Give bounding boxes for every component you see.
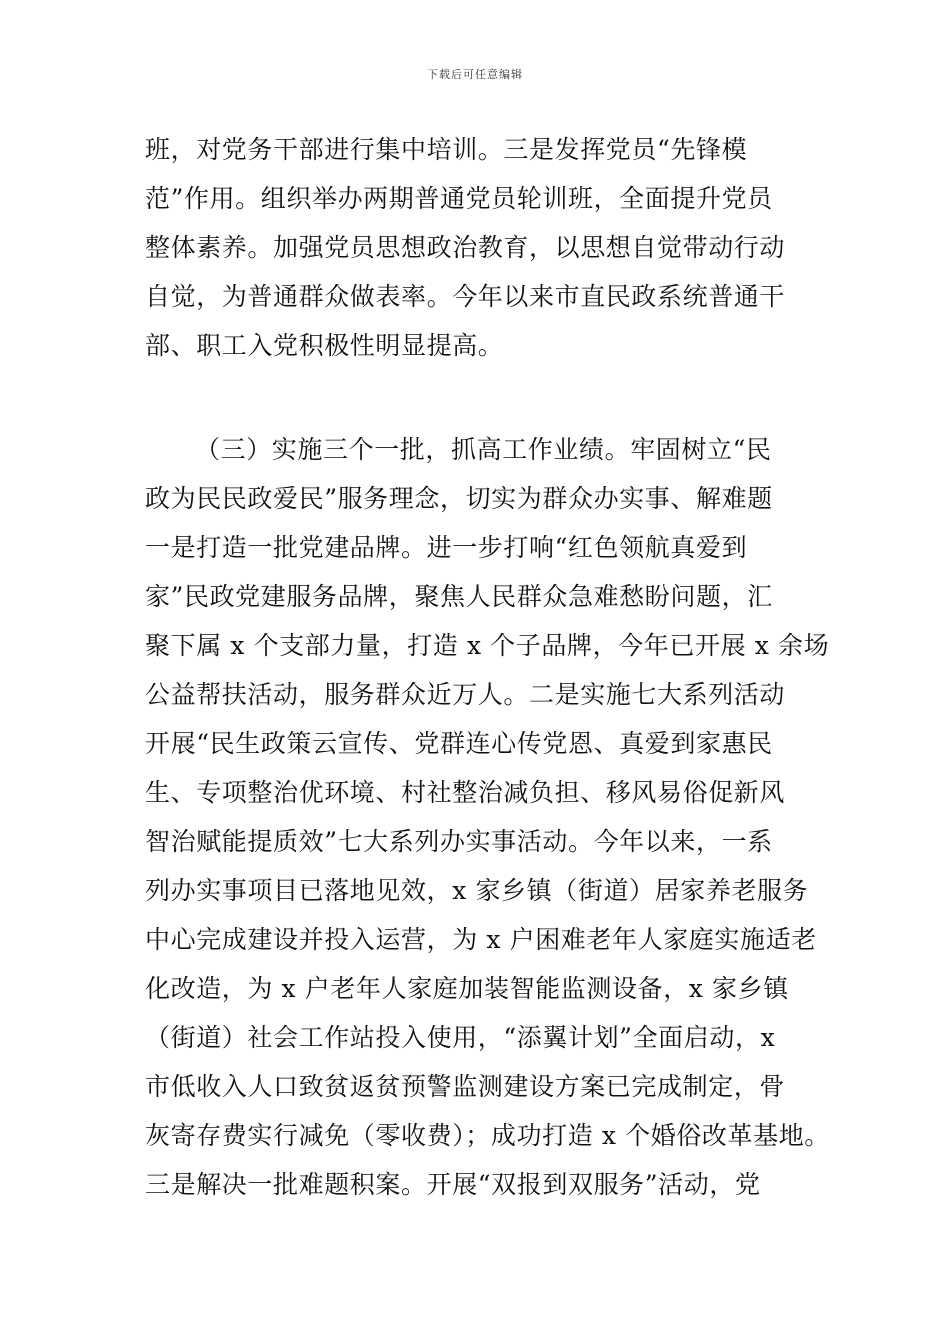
paragraph-line: 列办实事项目已落地见效，x 家乡镇（街道）居家养老服务	[145, 876, 809, 905]
paragraph-line: 三是解决一批难题积案。开展“双报到双服务”活动，党	[145, 1170, 761, 1199]
page-header-note: 下载后可任意编辑	[427, 68, 523, 81]
paragraph-line: 范”作用。组织举办两期普通党员轮训班，全面提升党员	[145, 184, 773, 213]
paragraph-line: 市低收入人口致贫返贫预警监测建设方案已完成制定，骨	[145, 1072, 786, 1101]
paragraph-line: 自觉，为普通群众做表率。今年以来市直民政系统普通干	[145, 282, 786, 311]
paragraph-line: 开展“民生政策云宣传、党群连心传党恩、真爱到家惠民	[145, 729, 773, 758]
paragraph-line: 灰寄存费实行减免（零收费）；成功打造 x 个婚俗改革基地。	[145, 1121, 830, 1150]
paragraph-line: 家”民政党建服务品牌，聚焦人民群众急难愁盼问题，汇	[145, 582, 773, 611]
paragraph-line: 聚下属 x 个支部力量，打造 x 个子品牌，今年已开展 x 余场	[145, 631, 830, 660]
paragraph-line: 政为民民政爱民”服务理念，切实为群众办实事、解难题	[145, 484, 773, 513]
paragraph-line: 一是打造一批党建品牌。进一步打响“红色领航真爱到	[145, 533, 748, 562]
paragraph-line: 部、职工入党积极性明显提高。	[145, 331, 504, 360]
paragraph-line: 智治赋能提质效”七大系列办实事活动。今年以来，一系	[145, 827, 773, 856]
paragraph-line: 中心完成建设并投入运营，为 x 户困难老年人家庭实施适老	[145, 925, 817, 954]
paragraph-line: 整体素养。加强党员思想政治教育，以思想自觉带动行动	[145, 233, 786, 262]
paragraph-line: 公益帮扶活动，服务群众近万人。二是实施七大系列活动	[145, 680, 786, 709]
paragraph-line: （街道）社会工作站投入使用，“添翼计划”全面启动，x	[145, 1023, 776, 1052]
paragraph-line: （三）实施三个一批，抓高工作业绩。牢固树立“民	[195, 435, 772, 464]
paragraph-line: 生、专项整治优环境、村社整治减负担、移风易俗促新风	[145, 778, 786, 807]
paragraph-line: 化改造，为 x 户老年人家庭加装智能监测设备，x 家乡镇	[145, 974, 789, 1003]
paragraph-line: 班，对党务干部进行集中培训。三是发挥党员“先锋模	[145, 135, 748, 164]
